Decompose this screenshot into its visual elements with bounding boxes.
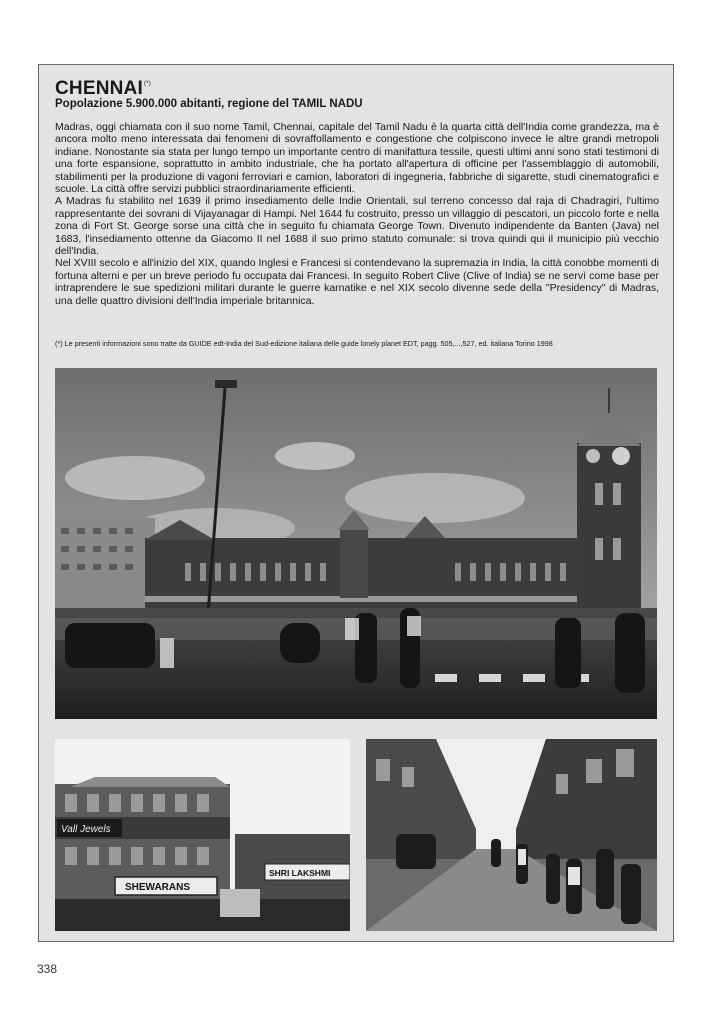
title-row xyxy=(55,78,151,100)
article-frame xyxy=(38,64,674,942)
street-buildings-photo xyxy=(55,739,350,931)
paragraph-2: A Madras fu stabilito nel 1639 il primo insediamento delle Indie Orientali, sul terreno concesso dal raja di Chadragiri, l'ultimo rappresentante dei sovrani di Vijayanagar di Hampi. Nel 1644 fu costruito, presso un villaggio di pescatori, un piccolo forte e nella zona di Fort St. George sorse una città che in seguito fu chiamata George Town. Divenuto indipendente da Banten (Java) nel 1683, l'insediamento ottenne da Giacomo II nel 1688 il suo primo statuto comunale: si trova quindi qui il municipio più vecchio dell'India. xyxy=(55,195,659,258)
station-photo xyxy=(55,368,657,719)
paragraph-3: Nel XVIII secolo e all'inizio del XIX, quando Inglesi e Francesi si contendevano la supremazia in India, la città conobbe momenti di fortuna alterni e per un breve periodo fu occupata dai Francesi. In seguito Robert Clive (Clive of India) se ne servì come base per intraprendere le sue spedizioni militari durante le guerre karnatike e nel XIX secolo divenne sede della "Presidency" di Madras, una delle quattro divisioni dell'India imperiale britannica. xyxy=(55,257,659,307)
footnote-marker: (*) xyxy=(143,81,151,87)
page-title xyxy=(55,78,151,99)
title-text: CHENNAI xyxy=(55,78,143,99)
paragraph-1: Madras, oggi chiamata con il suo nome Tamil, Chennai, capitale del Tamil Nadu è la quarta città dell'India come grandezza, ma è ancora molto meno interessata dai fenomeni di sovraffollamento e congestione che colpiscono invece le altre grandi metropoli indiane. Nonostante sia stata per lungo tempo un importante centro di manifattura tessile, questi ultimi anni sono stati testimoni di una forte espansione, soprattutto in ambito industriale, che ha portato all'apertura di officine per l'assemblaggio di automobili, stabilimenti per la produzione di vagoni ferroviari e camion, laboratori di ingegneria, fabbriche di sigarette, studi cinematografici e scuole. La città offre servizi pubblici straordinariamente efficienti. xyxy=(55,121,659,196)
busy-street-photo xyxy=(366,739,657,931)
page-number: 338 xyxy=(37,962,58,976)
page-subtitle: Popolazione 5.900.000 abitanti, regione del TAMIL NADU xyxy=(55,98,363,110)
sign-shri-lakshmi: SHRI LAKSHMI xyxy=(269,868,331,878)
sign-vall-jewels: Vall Jewels xyxy=(61,824,111,835)
footnote: (*) Le presenti informazioni sono tratte da GUIDE edt-India del Sud-edizione italiana delle guide lonely planet EDT, pagg. 505,...,527, ed. italiana Torino 1998 xyxy=(55,339,553,348)
article-body xyxy=(55,121,659,307)
sign-shewarans: SHEWARANS xyxy=(125,882,191,893)
